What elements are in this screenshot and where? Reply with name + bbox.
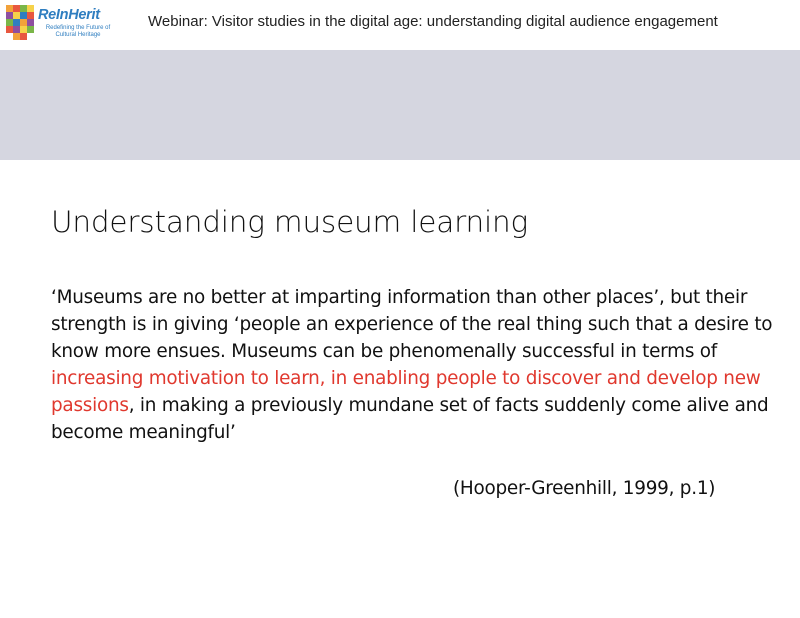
webinar-title: Webinar: Visitor studies in the digital age: understanding digital audience engagement	[148, 13, 718, 30]
citation: (Hooper-Greenhill, 1999, p.1)	[453, 478, 716, 499]
quote-highlight: increasing motivation to learn, in enabling people to discover and develop new passions	[51, 368, 761, 416]
quote-text	[51, 284, 781, 446]
mosaic-logo-icon	[4, 3, 36, 45]
webinar-header	[0, 0, 800, 50]
logo-tagline: Redefining the Future of Cultural Heritage	[45, 25, 111, 38]
slide-title: Understanding museum learning	[51, 205, 528, 239]
reinherit-logo	[4, 3, 116, 45]
quote-part-1: ‘Museums are no better at imparting information than other places’, but their strength is in giving ‘people an experience of the real thing such that a desire to know more ensues. Museums can be phenomenally successful in terms of	[51, 287, 773, 362]
logo-name: ReInHerit	[38, 7, 100, 23]
header-band	[0, 50, 800, 160]
quote-part-2: , in making a previously mundane set of facts suddenly come alive and become meaningful’	[51, 395, 769, 443]
